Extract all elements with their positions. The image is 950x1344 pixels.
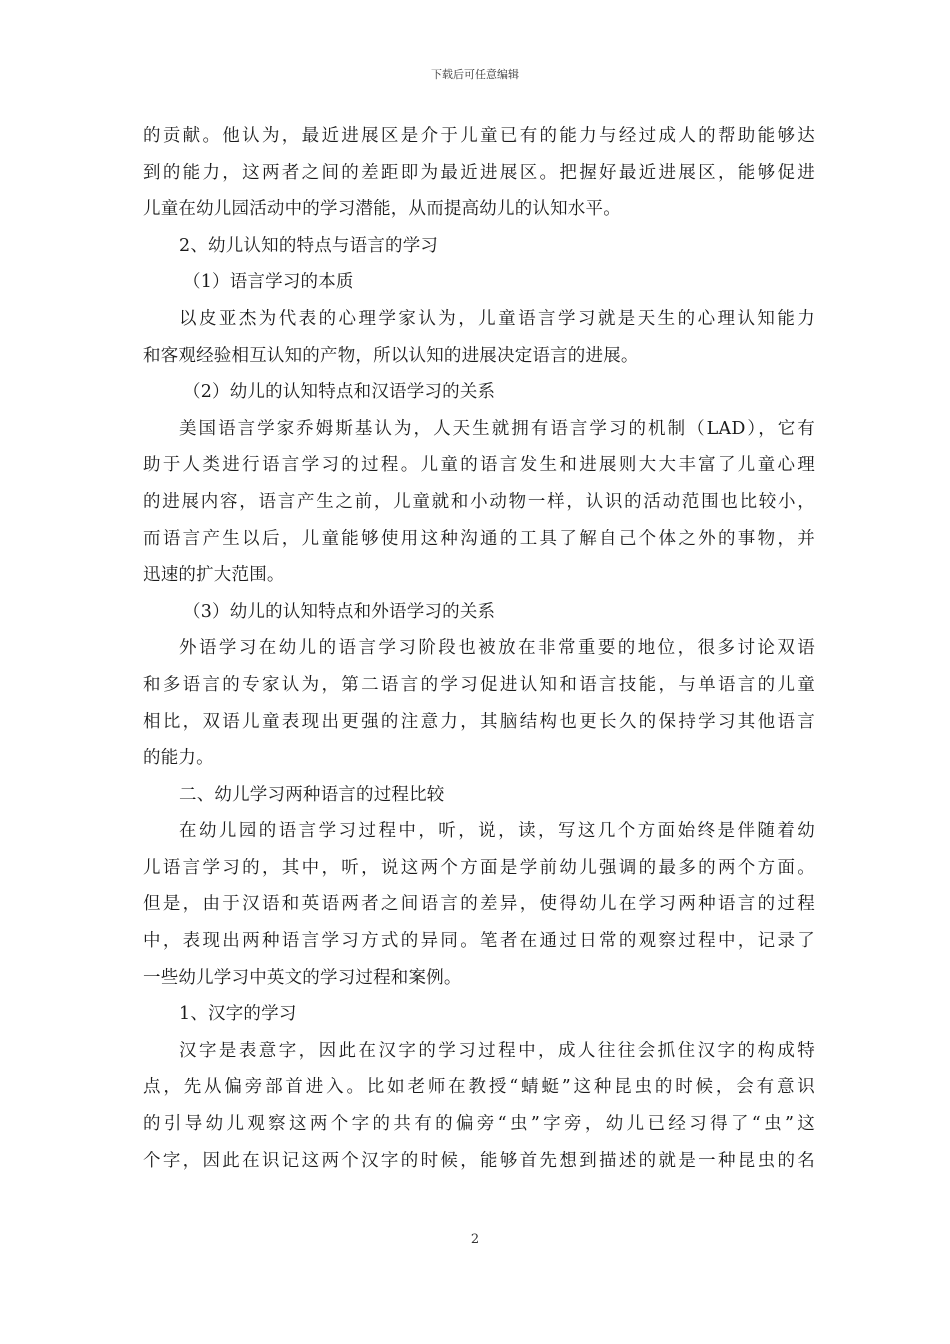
- text-line: 的贡献。他认为，最近进展区是介于儿童已有的能力与经过成人的帮助能够达: [143, 126, 815, 146]
- text-line: 相比，双语儿童表现出更强的注意力，其脑结构也更长久的保持学习其他语言: [143, 711, 815, 732]
- text-line: 儿语言学习的，其中，听，说这两个方面是学前幼儿强调的最多的两个方面。: [143, 857, 815, 878]
- text-line: 个字，因此在识记这两个汉字的时候，能够首先想到描述的就是一种昆虫的名: [143, 1150, 815, 1171]
- text-line: 的引导幼儿观察这两个字的共有的偏旁“虫”字旁，幼儿已经习得了“虫”这: [143, 1114, 815, 1135]
- text-line: 儿童在幼儿园活动中的学习潜能，从而提高幼儿的认知水平。: [143, 199, 621, 220]
- text-line: 在幼儿园的语言学习过程中，听，说，读，写这几个方面始终是伴随着幼: [179, 821, 815, 842]
- text-line: 而语言产生以后，儿童能够使用这种沟通的工具了解自己个体之外的事物，并: [143, 528, 815, 549]
- text-line: 中，表现出两种语言学习方式的异同。笔者在通过日常的观察过程中，记录了: [143, 931, 815, 952]
- subsection-heading: （3）幼儿的认知特点和外语学习的关系: [183, 601, 496, 622]
- text-line: 到的能力，这两者之间的差距即为最近进展区。把握好最近进展区，能够促进: [143, 162, 815, 183]
- text-line: 外语学习在幼儿的语言学习阶段也被放在非常重要的地位，很多讨论双语: [179, 638, 815, 659]
- text-line: 和客观经验相互认知的产物，所以认知的进展决定语言的进展。: [143, 345, 639, 366]
- text-line: 点，先从偏旁部首进入。比如老师在教授“蜻蜓”这种昆虫的时候，会有意识: [143, 1077, 815, 1098]
- page-header: 下载后可任意编辑: [431, 68, 519, 81]
- text-line: 以皮亚杰为代表的心理学家认为，儿童语言学习就是天生的心理认知能力: [179, 308, 815, 329]
- section-heading: 2、幼儿认知的特点与语言的学习: [179, 235, 439, 256]
- text-line: 汉字是表意字，因此在汉字的学习过程中，成人往往会抓住汉字的构成特: [179, 1040, 815, 1061]
- text-line: 的能力。: [143, 748, 214, 769]
- text-line: 一些幼儿学习中英文的学习过程和案例。: [143, 967, 462, 988]
- page-number: 2: [470, 1232, 480, 1247]
- subsection-heading: （1）语言学习的本质: [183, 272, 354, 293]
- text-line: 助于人类进行语言学习的过程。儿童的语言发生和进展则大大丰富了儿童心理: [143, 455, 815, 476]
- text-line: 但是，由于汉语和英语两者之间语言的差异，使得幼儿在学习两种语言的过程: [143, 894, 815, 915]
- subsection-heading: （2）幼儿的认知特点和汉语学习的关系: [183, 382, 496, 403]
- section-heading: 二、幼儿学习两种语言的过程比较: [179, 784, 445, 805]
- document-body: [143, 118, 815, 1179]
- text-line: 迅速的扩大范围。: [143, 565, 285, 586]
- text-line: 和多语言的专家认为，第二语言的学习促进认知和语言技能，与单语言的儿童: [143, 674, 815, 695]
- text-line: 美国语言学家乔姆斯基认为，人天生就拥有语言学习的机制（LAD），它有: [179, 418, 815, 439]
- section-heading: 1、汉字的学习: [179, 1004, 297, 1025]
- text-line: 的进展内容，语言产生之前，儿童就和小动物一样，认识的活动范围也比较小，: [143, 491, 815, 512]
